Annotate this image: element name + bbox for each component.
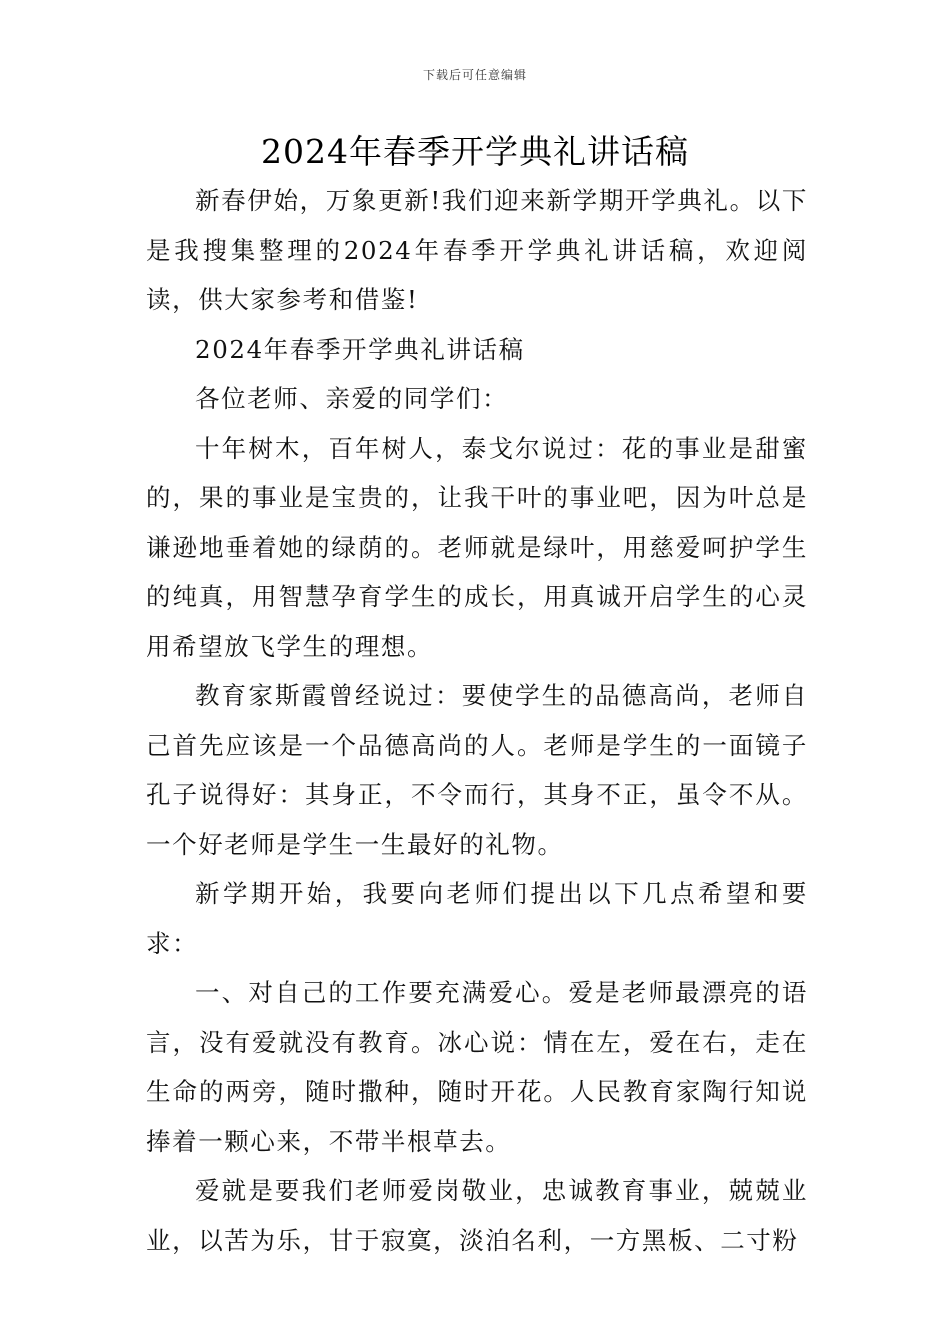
document-body (146, 176, 808, 1265)
paragraph-body: 新学期开始，我要向老师们提出以下几点希望和要求： (146, 879, 808, 958)
paragraph-subtitle: 2024年春季开学典礼讲话稿 (195, 334, 525, 364)
paragraph-body: 十年树木，百年树人，泰戈尔说过：花的事业是甜蜜的，果的事业是宝贵的，让我干叶的事业吧，因为叶总是谦逊地垂着她的绿荫的。老师就是绿叶，用慈爱呵护学生的纯真，用智慧孕育学生的成长，用真诚开启学生的心灵用希望放飞学生的理想。 (146, 433, 808, 661)
paragraph-body: 爱就是要我们老师爱岗敬业，忠诚教育事业，兢兢业业，以苦为乐，甘于寂寞，淡泊名利，一方黑板、二寸粉 (146, 1176, 808, 1255)
paragraph-body: 教育家斯霞曾经说过：要使学生的品德高尚，老师自己首先应该是一个品德高尚的人。老师是学生的一面镜子孔子说得好：其身正，不令而行，其身不正，虽令不从。一个好老师是学生一生最好的礼物。 (146, 681, 808, 859)
header-note: 下载后可任意编辑 (422, 68, 527, 82)
document-title: 2024年春季开学典礼讲话稿 (261, 132, 689, 171)
paragraph-salutation: 各位老师、亲爱的同学们： (195, 384, 509, 413)
paragraph-intro: 新春伊始，万象更新!我们迎来新学期开学典礼。以下是我搜集整理的2024年春季开学典礼讲话稿，欢迎阅读，供大家参考和借鉴! (146, 186, 808, 314)
paragraph-body: 一、对自己的工作要充满爱心。爱是老师最漂亮的语言，没有爱就没有教育。冰心说：情在左，爱在右，走在生命的两旁，随时撒种，随时开花。人民教育家陶行知说捧着一颗心来，不带半根草去。 (146, 978, 808, 1156)
